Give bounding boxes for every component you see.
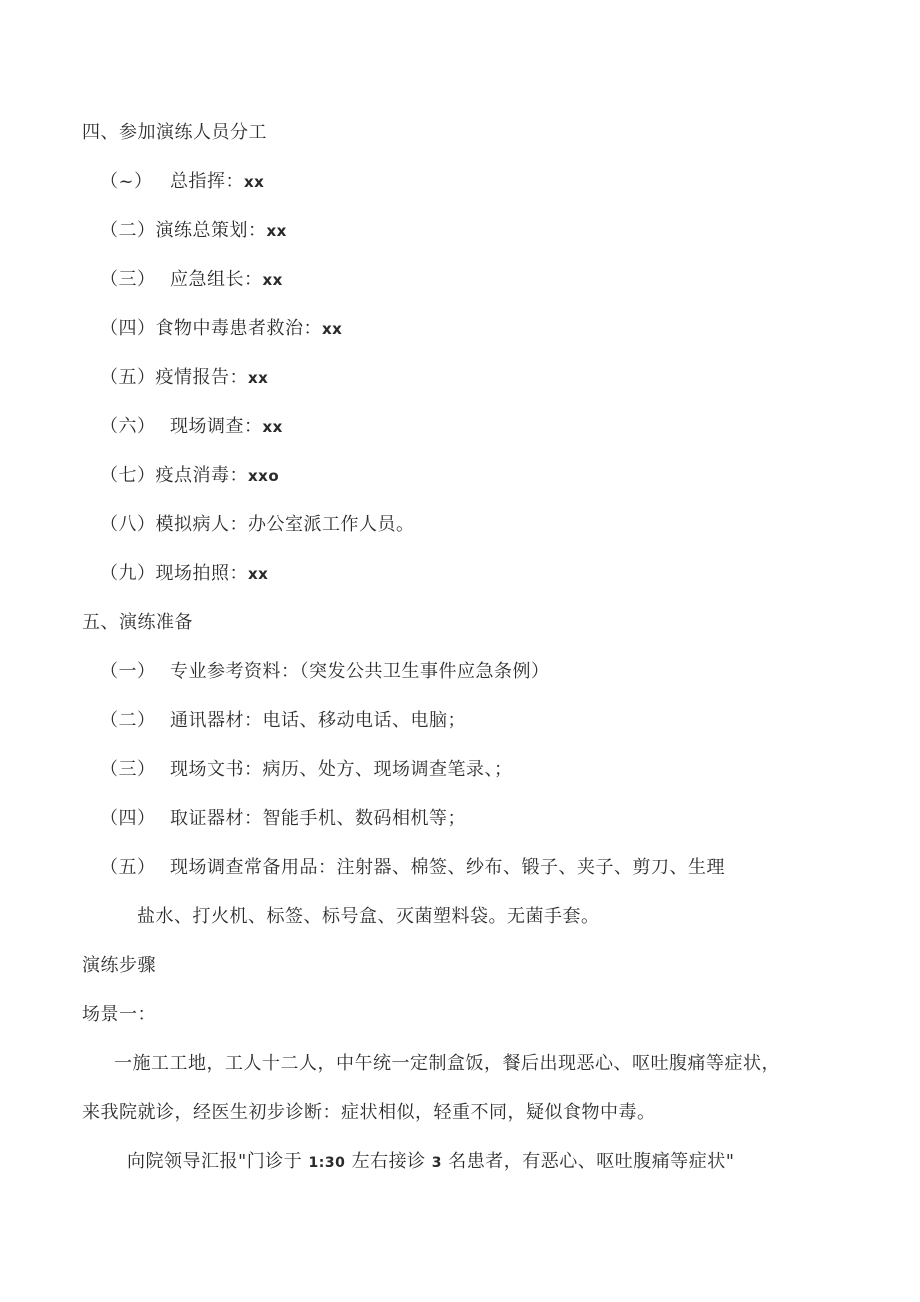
prep-item-3 — [100, 758, 513, 782]
item-value: xx — [248, 369, 269, 387]
item-label: 应急组长： — [170, 269, 263, 290]
staff-item-8 — [100, 513, 415, 537]
item-value: xx — [322, 320, 343, 338]
item-value: xx — [262, 418, 283, 436]
steps-heading: 演练步骤 — [82, 955, 156, 976]
item-value: xx — [266, 222, 287, 240]
item-label: 现场拍照： — [155, 563, 248, 584]
staff-item-9 — [100, 562, 268, 586]
item-prefix: （二） — [100, 220, 156, 241]
item-value: xxo — [248, 467, 280, 485]
item-label: 现场调查： — [170, 416, 263, 437]
staff-item-3 — [100, 268, 283, 292]
item-value: xx — [244, 173, 265, 191]
item-prefix: （八） — [100, 514, 156, 535]
item-text: 取证器材：智能手机、数码相机等； — [170, 808, 466, 829]
item-prefix: （三） — [100, 759, 156, 780]
scene-title: 场景一： — [82, 1004, 156, 1025]
prep-item-2 — [100, 709, 466, 733]
staff-item-6 — [100, 415, 283, 439]
item-text: 现场文书：病历、处方、现场调查笔录、； — [170, 759, 513, 780]
scene-paragraph-line1: 一施工工地，工人十二人，中午统一定制盒饭，餐后出现恶心、呕吐腹痛等症状， — [114, 1053, 780, 1074]
item-prefix: （六） — [100, 416, 156, 437]
item-prefix: （七） — [100, 465, 156, 486]
item-text: 现场调查常备用品：注射器、棉签、纱布、锻子、夹子、剪刀、生理 — [170, 857, 725, 878]
staff-item-1 — [100, 170, 264, 194]
report-time: 1:30 — [308, 1155, 346, 1171]
item-label: 总指挥： — [170, 171, 244, 192]
staff-item-5 — [100, 366, 268, 390]
item-label: 疫点消毒： — [155, 465, 248, 486]
staff-item-2 — [100, 219, 287, 243]
item-prefix: （九） — [100, 563, 156, 584]
item-label: 疫情报告： — [155, 367, 248, 388]
prep-item-5-continuation: 盐水、打火机、标签、标号盒、灭菌塑料袋。无菌手套。 — [137, 906, 600, 927]
item-label: 演练总策划： — [155, 220, 267, 241]
item-prefix: （一） — [100, 661, 156, 682]
item-prefix: （三） — [100, 269, 156, 290]
item-text: 专业参考资料：（突发公共卫生事件应急条例） — [170, 661, 550, 682]
scene-paragraph-line2: 来我院就诊，经医生初步诊断：症状相似，轻重不同，疑似食物中毒。 — [82, 1102, 656, 1123]
prep-item-1 — [100, 660, 550, 684]
item-value: xx — [248, 565, 269, 583]
staff-item-4 — [100, 317, 342, 341]
report-line: 向院领导汇报"门诊于 1:30 左右接诊 3 名患者，有恶心、呕吐腹痛等症状" — [127, 1151, 735, 1172]
report-count: 3 — [431, 1155, 443, 1171]
prep-item-5 — [100, 856, 725, 880]
item-value: xx — [262, 271, 283, 289]
section4-heading: 四、参加演练人员分工 — [82, 122, 267, 143]
item-prefix: （五） — [100, 857, 156, 878]
item-prefix: （四） — [100, 808, 156, 829]
item-prefix: （~） — [100, 171, 153, 192]
section5-heading: 五、演练准备 — [82, 612, 193, 633]
prep-item-4 — [100, 807, 466, 831]
item-prefix: （二） — [100, 710, 156, 731]
staff-item-7 — [100, 464, 279, 488]
item-prefix: （四） — [100, 318, 156, 339]
item-label: 模拟病人：办公室派工作人员。 — [155, 514, 415, 535]
item-prefix: （五） — [100, 367, 156, 388]
item-text: 通讯器材：电话、移动电话、电脑； — [170, 710, 466, 731]
item-label: 食物中毒患者救治： — [155, 318, 322, 339]
